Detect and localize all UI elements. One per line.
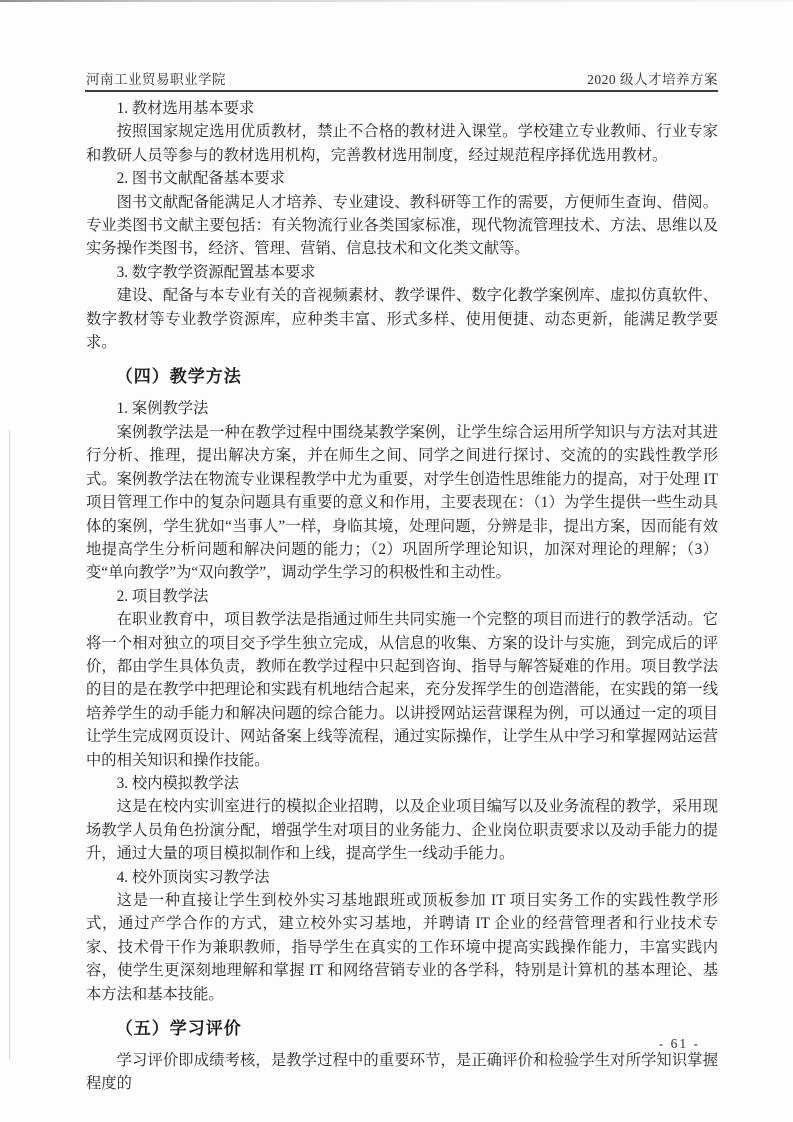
header-rule [85, 90, 718, 92]
scan-artifact-top-edge [0, 0, 793, 2]
numbered-heading: 3. 校内模拟教学法 [116, 774, 239, 792]
numbered-heading: 4. 校外顶岗实习教学法 [116, 868, 270, 886]
page-footer [86, 1036, 718, 1052]
paragraph: 建设、配备与本专业有关的音视频素材、教学课件、数字化教学案例库、虚拟仿真软件、数字教材等专业教学资源库，应种类丰富、形式多样、使用便捷、动态更新，能满足教学要求。 [86, 287, 718, 352]
scan-artifact-left-line [9, 430, 10, 1060]
numbered-heading: 1. 教材选用基本要求 [116, 100, 255, 117]
section-heading: （五）学习评价 [115, 1019, 242, 1039]
paragraph: 学习评价即成绩考核，是教学过程中的重要环节，是正确评价和检验学生对所学知识掌握程度的 [86, 1052, 718, 1093]
paragraph: 图书文献配备能满足人才培养、专业建设、教科研等工作的需要，方便师生查询、借阅。专业类图书文献主要包括：有关物流行业各类国家标准，现代物流管理技术、方法、思维以及实务操作类图书，经济、管理、营销、信息技术和文化类文献等。 [86, 193, 718, 258]
paragraph: 这是在校内实训室进行的模拟企业招聘，以及企业项目编写以及业务流程的教学，采用现场教学人员角色扮演分配，增强学生对项目的业务能力、企业岗位职责要求以及动手能力的提升，通过大量的项目模拟制作和上线，提高学生一线动手能力。 [86, 798, 718, 863]
numbered-heading: 2. 项目教学法 [116, 587, 209, 605]
body-text [86, 97, 718, 1096]
paragraph: 在职业教育中，项目教学法是指通过师生共同实施一个完整的项目而进行的教学活动。它将一个相对独立的项目交予学生独立完成，从信息的收集、方案的设计与实施，到完成后的评价，都由学生具体负责，教师在教学过程中只起到咨询、指导与解答疑难的作用。项目教学法的目的是在教学中把理论和实践有机地结合起来，充分发挥学生的创造潜能，在实践的第一线培养学生的动手能力和解决问题的综合能力。以讲授网站运营课程为例，可以通过一定的项目让学生完成网页设计、网站备案上线等流程，通过实际操作，让学生从中学习和掌握网站运营中的相关知识和操作技能。 [86, 611, 718, 769]
paragraph: 案例教学法是一种在教学过程中围绕某教学案例，让学生综合运用所学知识与方法对其进行分析、推理，提出解决方案，并在师生之间、同学之间进行探讨、交流的的实践性教学形式。案例教学法在物流专业课程教学中尤为重要，对学生创造性思维能力的提高，对于处理 IT 项目管理工作中的复杂问题具有重要的意义和作用，主要表现在：（1）为学生提供一些生动具体的案例，学生犹如“当事人”一样，身临其境，处理问题，分辨是非，提出方案，因而能有效地提高学生分析问题和解决问题的能力；（2）巩固所学理论知识，加深对理论的理解；（3）变“单向教学”为“双向教学”，调动学生学习的积极性和主动性。 [86, 423, 718, 582]
numbered-heading: 3. 数字教学资源配置基本要求 [116, 263, 316, 281]
numbered-heading: 1. 案例教学法 [116, 400, 209, 418]
page-number: - 61 - [658, 1036, 700, 1051]
header-doc-title: 2020 级人才培养方案 [587, 72, 718, 87]
paragraph: 按照国家规定选用优质教材，禁止不合格的教材进入课堂。学校建立专业教师、行业专家和教研人员等参与的教材选用机构，完善教材选用制度，经过规范程序择优选用教材。 [86, 123, 718, 164]
numbered-heading: 2. 图书文献配备基本要求 [116, 170, 285, 188]
page-header [86, 68, 718, 88]
section-heading: （四）教学方法 [115, 367, 242, 387]
paragraph: 这是一种直接让学生到校外实习基地跟班或顶板参加 IT 项目实务工作的实践性教学形式，通过产学合作的方式，建立校外实习基地，并聘请 IT 企业的经营管理者和行业技术专家、技术骨干作为兼职教师，指导学生在真实的工作环境中提高实践操作能力，丰富实践内容，使学生更深刻地理解和掌握 IT 和网络营销专业的各学科，特别是计算机的基本理论、基本方法和基本技能。 [86, 892, 718, 1003]
header-school-name: 河南工业贸易职业学院 [86, 72, 226, 87]
